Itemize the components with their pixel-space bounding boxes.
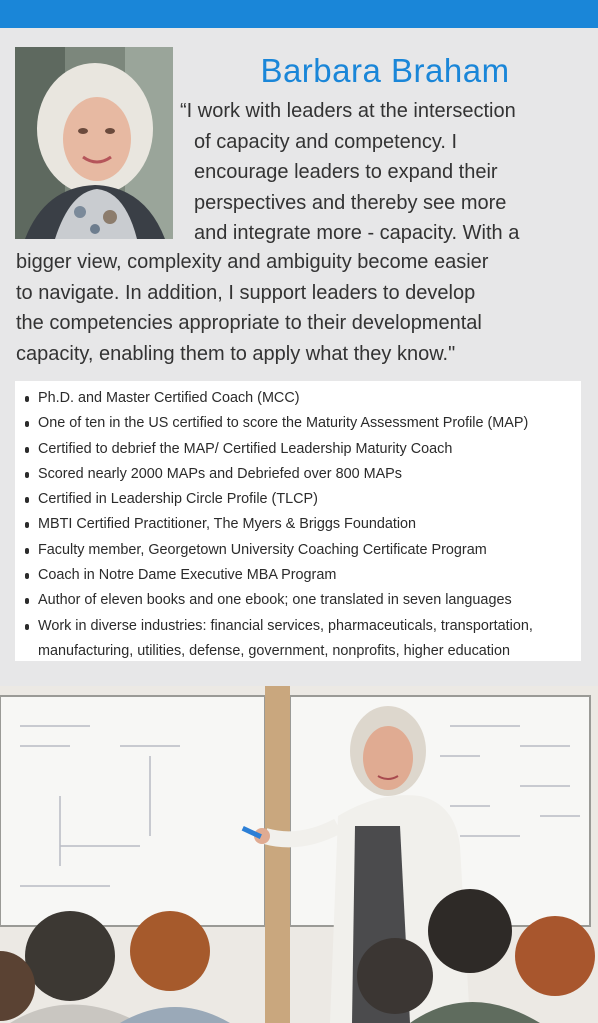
list-item: Author of eleven books and one ebook; one translated in seven languages <box>15 588 581 613</box>
quote-line: “I work with leaders at the intersection <box>180 100 516 122</box>
list-item: Certified to debrief the MAP/ Certified Leadership Maturity Coach <box>15 437 581 462</box>
bullet-icon <box>25 624 29 630</box>
top-accent-bar <box>0 0 598 28</box>
person-name: Barbara Braham <box>260 52 510 89</box>
quote-text-top <box>180 96 590 249</box>
list-item: MBTI Certified Practitioner, The Myers & Briggs Foundation <box>15 512 581 537</box>
portrait-photo <box>15 47 173 239</box>
credentials-list <box>15 381 581 661</box>
list-item: Coach in Notre Dame Executive MBA Program <box>15 563 581 588</box>
presenter-photo <box>0 686 598 1023</box>
quote-line: to navigate. In addition, I support leaders to develop <box>16 281 476 304</box>
quote-line: encourage leaders to expand their <box>194 161 498 183</box>
bullet-icon <box>25 396 29 402</box>
quote-line: and integrate more - capacity. With a <box>194 222 520 244</box>
list-item: Faculty member, Georgetown University Coaching Certificate Program <box>15 538 581 563</box>
bullet-icon <box>25 497 29 503</box>
bullet-icon <box>25 447 29 453</box>
bullet-icon <box>25 548 29 554</box>
bullet-icon <box>25 598 29 604</box>
list-item: Work in diverse industries: financial services, pharmaceuticals, transportation, manufacturing, utilities, defense, government, nonprofits, higher education <box>15 614 581 665</box>
quote-line: of capacity and competency. I <box>194 130 458 153</box>
bullet-icon <box>25 472 29 478</box>
quote-line: bigger view, complexity and ambiguity become easier <box>16 251 489 273</box>
bullet-icon <box>25 522 29 528</box>
quote-text-bottom <box>16 247 591 369</box>
quote-line: the competencies appropriate to their developmental <box>16 312 482 334</box>
list-item: Ph.D. and Master Certified Coach (MCC) <box>15 386 581 411</box>
list-item: Certified in Leadership Circle Profile (TLCP) <box>15 487 581 512</box>
quote-line: perspectives and thereby see more <box>194 191 507 214</box>
list-item: Scored nearly 2000 MAPs and Debriefed over 800 MAPs <box>15 462 581 487</box>
bullet-icon <box>25 573 29 579</box>
list-item: One of ten in the US certified to score the Maturity Assessment Profile (MAP) <box>15 411 581 436</box>
bullet-icon <box>25 421 29 427</box>
quote-line: capacity, enabling them to apply what they know." <box>16 342 456 365</box>
